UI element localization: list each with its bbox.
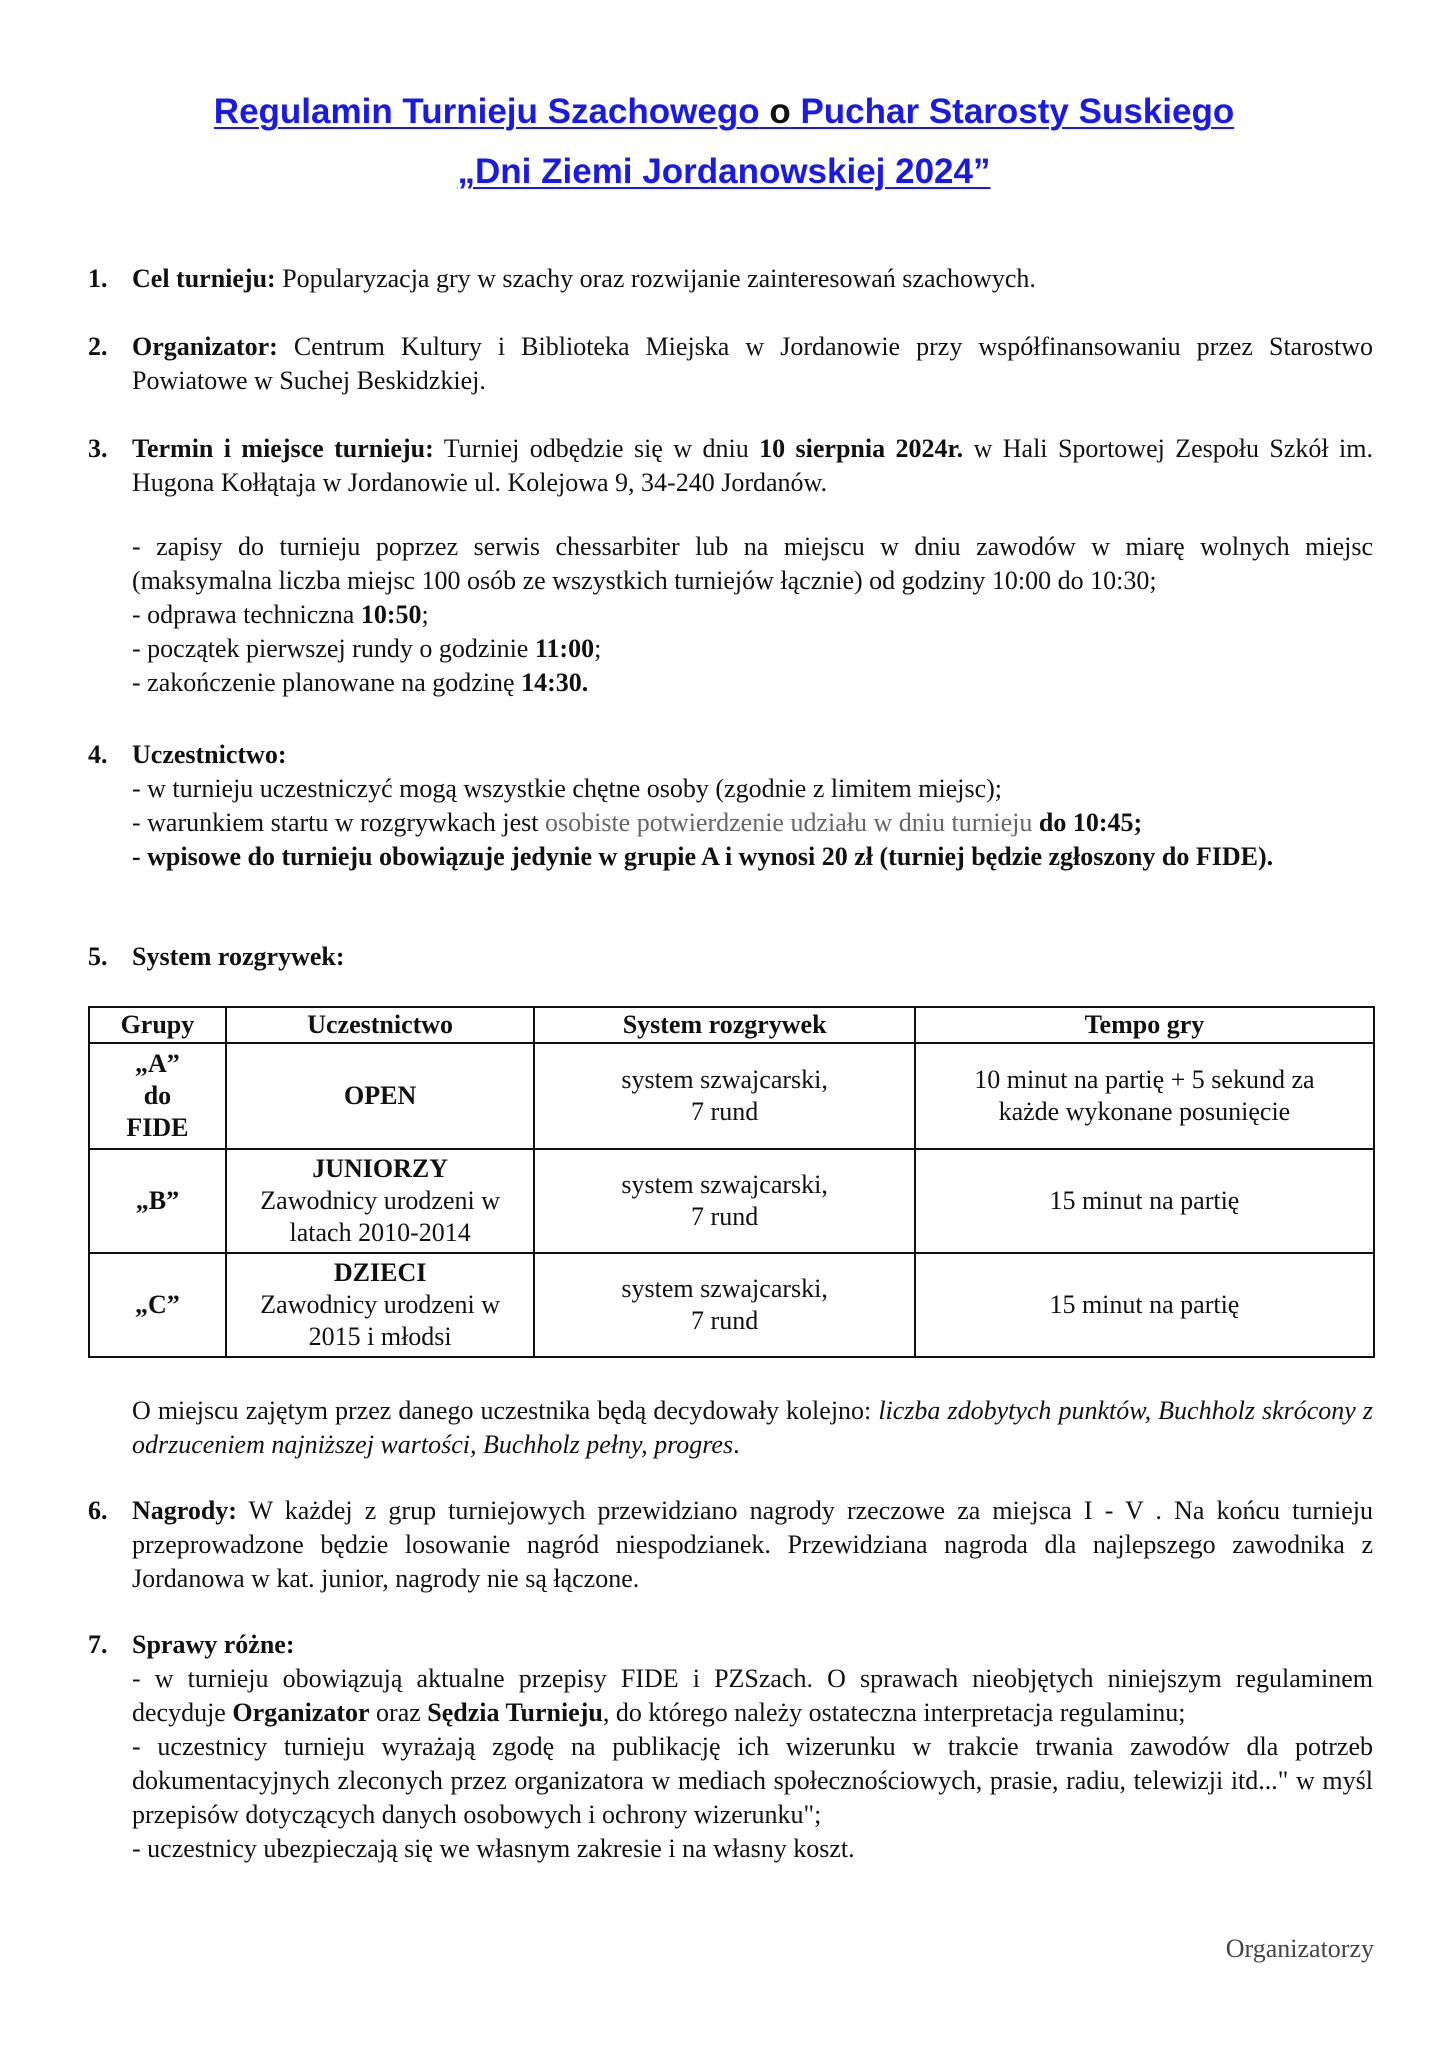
tournament-date: 10 sierpnia 2024r. bbox=[759, 434, 964, 463]
section-number: 1. bbox=[88, 264, 108, 293]
table-row bbox=[89, 1149, 1374, 1253]
confirmation-deadline: do 10:45; bbox=[1032, 808, 1143, 837]
system-cell: system szwajcarski, 7 rund bbox=[534, 1043, 914, 1149]
table-row bbox=[89, 1253, 1374, 1357]
table-row bbox=[89, 1043, 1374, 1149]
title-part-2: o bbox=[759, 92, 791, 131]
end-info: - zakończenie planowane na godzinę 14:30. bbox=[132, 668, 589, 697]
section-organizer bbox=[88, 330, 1373, 398]
title-part-1: Regulamin Turnieju Szachowego bbox=[213, 92, 760, 131]
section-text: Centrum Kultury i Biblioteka Miejska w Jordanowie przy współfinansowaniu przez Starostwo Powiatowe w Suchej Beskidzkiej. bbox=[132, 332, 1373, 395]
confirmation-note: osobiste potwierdzenie udziału w dniu turnieju bbox=[544, 808, 1033, 837]
section-number: 4. bbox=[88, 740, 108, 769]
section-label: Nagrody: bbox=[132, 1496, 237, 1525]
section-goal bbox=[88, 262, 1373, 296]
section-text: Popularyzacja gry w szachy oraz rozwijanie zainteresowań szachowych. bbox=[275, 264, 1036, 293]
section-text: W każdej z grup turniejowych przewidziano nagrody rzeczowe za miejsca I - V . Na końcu turnieju przeprowadzone będzie losowanie nagród niespodzianek. Przewidziana nagroda dla najlepszego zawodnika z Jordanowa w kat. junior, nagrody nie są łączone. bbox=[132, 1496, 1373, 1593]
section-misc bbox=[88, 1628, 1373, 1866]
document-title-line-2[interactable]: „Dni Ziemi Jordanowskiej 2024” bbox=[457, 152, 991, 191]
section-label: Sprawy różne: bbox=[132, 1630, 295, 1659]
tempo-cell: 15 minut na partię bbox=[915, 1149, 1374, 1253]
group-cell: „C” bbox=[89, 1253, 226, 1357]
signature: Organizatorzy bbox=[1225, 1934, 1374, 1963]
section-number: 5. bbox=[88, 942, 108, 971]
section-label: Cel turnieju: bbox=[132, 264, 276, 293]
participation-cell: DZIECI Zawodnicy urodzeni w 2015 i młodsi bbox=[226, 1253, 535, 1357]
tempo-cell: 10 minut na partię + 5 sekund za każde wykonane posunięcie bbox=[915, 1043, 1374, 1149]
misc-line-3: - uczestnicy ubezpieczają się we własnym zakresie i na własny koszt. bbox=[132, 1834, 855, 1863]
system-cell: system szwajcarski, 7 rund bbox=[534, 1149, 914, 1253]
header-tempo: Tempo gry bbox=[915, 1007, 1374, 1043]
section-text: w Hali Sportowej Zespołu Szkół im. Hugona Kołłątaja w Jordanowie ul. Kolejowa 9, 34-240 Jordanów. bbox=[132, 434, 1373, 497]
briefing-info: - odprawa techniczna 10:50; bbox=[132, 600, 429, 629]
header-groups: Grupy bbox=[89, 1007, 226, 1043]
section-prizes bbox=[88, 1494, 1373, 1596]
ranking-criteria: O miejscu zajętym przez danego uczestnika będą decydowały kolejno: liczba zdobytych punktów, Buchholz skrócony z odrzuceniem najniższej wartości, Buchholz pełny, progres. bbox=[132, 1396, 1374, 1459]
header-participation: Uczestnictwo bbox=[226, 1007, 535, 1043]
misc-line-2: - uczestnicy turnieju wyrażają zgodę na publikację ich wizerunku w trakcie trwania zawodów dla potrzeb dokumentacyjnych zleconych przez organizatora w mediach społecznościowych, prasie, radiu, telewizji itd..." w myśl przepisów dotyczących danych osobowych i ochrony wizerunku"; bbox=[132, 1732, 1373, 1829]
title-part-3: Puchar Starosty Suskiego bbox=[790, 92, 1235, 131]
tiebreak-list: liczba zdobytych punktów, Buchholz skrócony z odrzuceniem najniższej wartości, Buchholz pełny, progres bbox=[132, 1396, 1374, 1459]
system-cell: system szwajcarski, 7 rund bbox=[534, 1253, 914, 1357]
section-label: Organizator: bbox=[132, 332, 278, 361]
groups-table bbox=[88, 1006, 1375, 1358]
header-system: System rozgrywek bbox=[534, 1007, 914, 1043]
group-cell: „A” do FIDE bbox=[89, 1043, 226, 1149]
table-header-row bbox=[89, 1007, 1374, 1043]
section-text: Turniej odbędzie się w dniu bbox=[433, 434, 760, 463]
end-time: 14:30. bbox=[521, 668, 589, 697]
section-label: Termin i miejsce turnieju: bbox=[132, 434, 434, 463]
briefing-time: 10:50 bbox=[360, 600, 422, 629]
section-number: 7. bbox=[88, 1630, 108, 1659]
participation-line-1: - w turnieju uczestniczyć mogą wszystkie chętne osoby (zgodnie z limitem miejsc); bbox=[132, 774, 1003, 803]
group-cell: „B” bbox=[89, 1149, 226, 1253]
first-round-info: - początek pierwszej rundy o godzinie 11:00; bbox=[132, 634, 602, 663]
section-system bbox=[88, 940, 1373, 974]
misc-line-1: - w turnieju obowiązują aktualne przepisy FIDE i PZSzach. O sprawach nieobjętych niniejszym regulaminem decyduje Organizator oraz Sędzia Turnieju, do którego należy ostateczna interpretacja regulaminu; bbox=[132, 1664, 1373, 1727]
tempo-cell: 15 minut na partię bbox=[915, 1253, 1374, 1357]
participation-line-2: - warunkiem startu w rozgrywkach jest osobiste potwierdzenie udziału w dniu turnieju do 10:45; bbox=[132, 808, 1143, 837]
registration-info: - zapisy do turnieju poprzez serwis chessarbiter lub na miejscu w dniu zawodów w miarę wolnych miejsc (maksymalna liczba miejsc 100 osób ze wszystkich turniejów łącznie) od godziny 10:00 do 10:30; bbox=[132, 532, 1373, 595]
section-label: System rozgrywek: bbox=[132, 942, 345, 971]
section-number: 3. bbox=[88, 434, 108, 463]
section-schedule bbox=[88, 530, 1373, 700]
first-round-time: 11:00 bbox=[534, 634, 595, 663]
section-label: Uczestnictwo: bbox=[132, 740, 287, 769]
section-date-place bbox=[88, 432, 1373, 500]
section-number: 2. bbox=[88, 332, 108, 361]
entry-fee-info: - wpisowe do turnieju obowiązuje jedynie w grupie A i wynosi 20 zł (turniej będzie zgłoszony do FIDE). bbox=[132, 842, 1274, 871]
section-number: 6. bbox=[88, 1496, 108, 1525]
participation-cell: OPEN bbox=[226, 1043, 535, 1149]
participation-cell: JUNIORZY Zawodnicy urodzeni w latach 2010-2014 bbox=[226, 1149, 535, 1253]
document-title-line-1[interactable] bbox=[0, 92, 1448, 132]
section-participation bbox=[88, 738, 1373, 874]
